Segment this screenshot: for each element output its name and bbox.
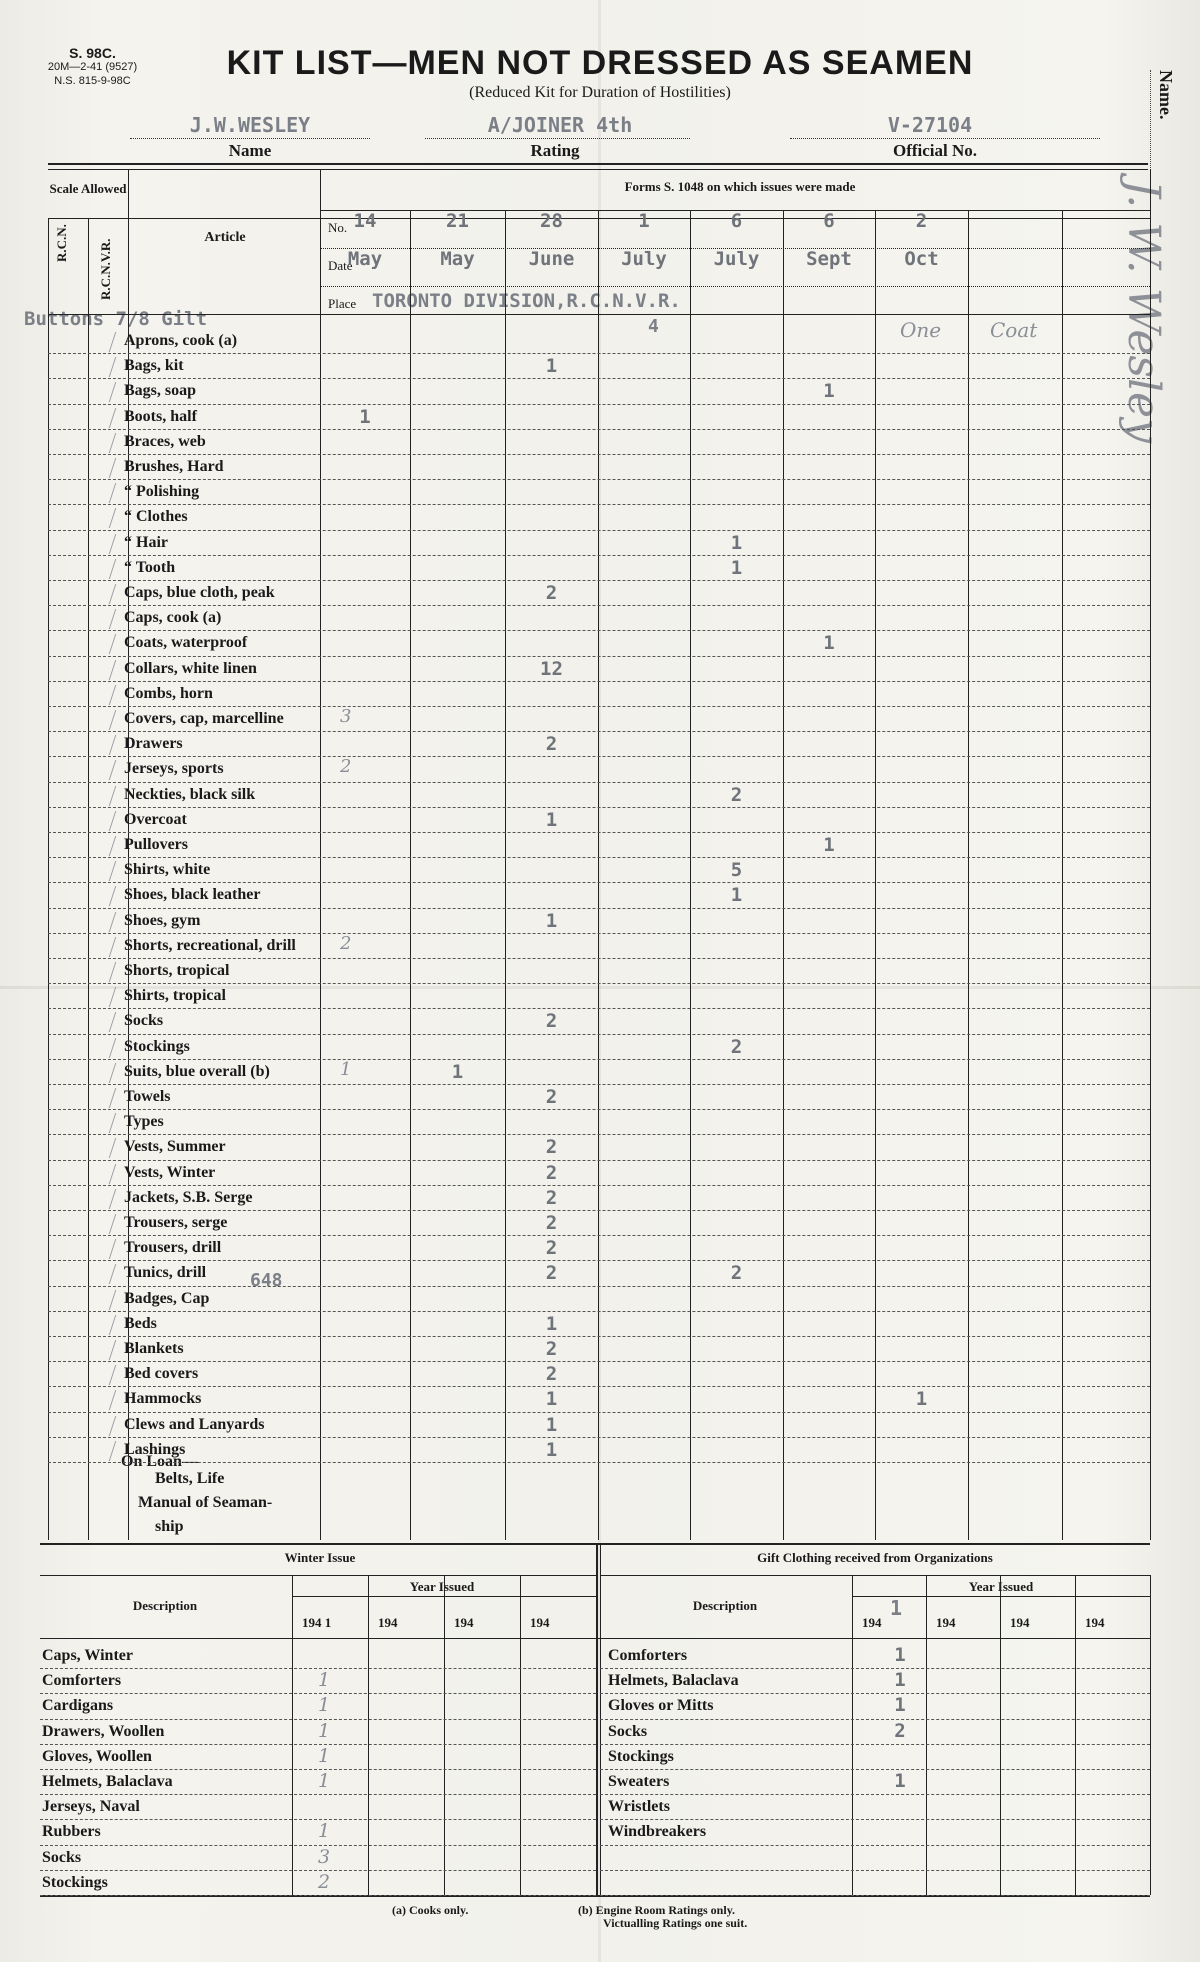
rule bbox=[1000, 1575, 1001, 1895]
row-rule bbox=[48, 1059, 1150, 1060]
winter-count: 1 bbox=[318, 1719, 331, 1742]
rule bbox=[48, 163, 1148, 165]
rule bbox=[1062, 210, 1063, 1540]
winter-item: Helmets, Balaclava bbox=[42, 1773, 173, 1790]
issue-quantity: 5 bbox=[730, 859, 743, 882]
issue-quantity: 2 bbox=[545, 1237, 558, 1260]
oct-note: Coat bbox=[990, 318, 1038, 342]
footnote-b: (b) Engine Room Ratings only. bbox=[578, 1903, 736, 1917]
no-label: No. bbox=[328, 220, 348, 235]
rule bbox=[40, 1575, 596, 1576]
issue-quantity: 1 bbox=[730, 884, 743, 907]
row-rule bbox=[600, 1895, 1150, 1896]
official-no-value: V-27104 bbox=[887, 113, 973, 137]
winter-count: 1 bbox=[318, 1669, 331, 1692]
issue-quantity: 1 bbox=[823, 834, 835, 856]
row-rule bbox=[48, 731, 1150, 732]
winter-count: 1 bbox=[318, 1770, 331, 1792]
article-label: Bags, soap bbox=[124, 382, 197, 400]
winter-count: 1 bbox=[318, 1744, 331, 1767]
rule bbox=[88, 218, 89, 1540]
winter-desc-header: Description bbox=[132, 1598, 198, 1613]
winter-item: Gloves, Woollen bbox=[42, 1747, 152, 1765]
rule bbox=[690, 210, 691, 1540]
article-label: Coats, waterproof bbox=[124, 634, 248, 652]
article-label: Aprons, cook (a) bbox=[124, 332, 238, 349]
gift-item: Stockings bbox=[608, 1747, 674, 1765]
row-rule bbox=[48, 807, 1150, 808]
article-label: Covers, cap, marcelline bbox=[124, 710, 284, 727]
name-line bbox=[130, 138, 370, 139]
issue-quantity: 1 bbox=[730, 531, 743, 554]
issue-number: 28 bbox=[540, 210, 563, 232]
issue-quantity: 2 bbox=[730, 1035, 743, 1058]
row-rule bbox=[48, 454, 1150, 455]
row-rule bbox=[48, 1286, 1150, 1287]
issue-date: July bbox=[621, 248, 667, 270]
issue-date: Sept bbox=[806, 248, 852, 270]
row-rule bbox=[48, 530, 1150, 531]
side-name-signature: J. W. Wesley bbox=[1118, 180, 1169, 443]
article-label: Overcoat bbox=[124, 810, 187, 828]
rating-value: A/JOINER 4th bbox=[487, 113, 633, 137]
gift-item: Helmets, Balaclava bbox=[608, 1672, 739, 1690]
gift-title: Gift Clothing received from Organizations bbox=[757, 1550, 993, 1565]
issue-quantity: 2 bbox=[545, 1086, 558, 1108]
issue-quantity: 1 bbox=[545, 909, 558, 932]
row-rule bbox=[48, 1412, 1150, 1413]
issue-quantity: 2 bbox=[545, 1363, 558, 1386]
rating-line bbox=[425, 138, 690, 139]
article-label: Shoes, gym bbox=[124, 911, 201, 929]
issue-quantity: 1 bbox=[545, 808, 558, 831]
issue-date: May bbox=[440, 248, 475, 270]
issue-number: 2 bbox=[915, 210, 928, 232]
winter-year-header: Year Issued bbox=[409, 1579, 475, 1594]
article-label: Hammocks bbox=[124, 1390, 202, 1408]
gift-item: Wristlets bbox=[608, 1798, 670, 1816]
article-label: Collars, white linen bbox=[124, 659, 257, 677]
row-rule bbox=[48, 1361, 1150, 1362]
row-rule bbox=[48, 706, 1150, 707]
row-rule bbox=[48, 1008, 1150, 1009]
gift-item: Gloves or Mitts bbox=[608, 1697, 714, 1715]
row-rule bbox=[48, 605, 1150, 606]
form-code-block bbox=[40, 46, 145, 88]
gift-item: Comforters bbox=[608, 1647, 688, 1664]
gift-item: Sweaters bbox=[608, 1773, 670, 1790]
row-rule bbox=[48, 958, 1150, 959]
oct-note: One bbox=[900, 318, 942, 342]
footnote-a: (a) Cooks only. bbox=[392, 1903, 469, 1917]
issue-quantity: 2 bbox=[545, 1010, 558, 1033]
article-label: Socks bbox=[124, 1012, 164, 1030]
print-line: N.S. 815-9-98C bbox=[54, 75, 131, 87]
gift-item: Windbreakers bbox=[608, 1823, 707, 1841]
article-label: Vests, Winter bbox=[124, 1163, 216, 1181]
row-rule bbox=[48, 1311, 1150, 1312]
row-rule bbox=[48, 1336, 1150, 1337]
row-rule bbox=[48, 1260, 1150, 1261]
official-no-label: Official No. bbox=[892, 141, 978, 160]
issue-number: 6 bbox=[823, 210, 835, 232]
date-label: Date bbox=[328, 258, 353, 273]
rule bbox=[852, 1575, 853, 1895]
article-label: Blankets bbox=[124, 1340, 184, 1357]
row-rule bbox=[48, 1437, 1150, 1438]
row-rule bbox=[48, 479, 1150, 480]
article-label: Boots, half bbox=[124, 407, 197, 425]
gift-count: 2 bbox=[894, 1719, 906, 1742]
row-rule bbox=[48, 1210, 1150, 1211]
rule bbox=[926, 1575, 927, 1895]
article-label: “ Polishing bbox=[124, 483, 200, 501]
article-header: Article bbox=[204, 230, 246, 245]
year-label: 194 bbox=[454, 1615, 474, 1630]
issue-quantity: 1 bbox=[545, 355, 558, 378]
margin-typed-note: Buttons 7/8 Gilt bbox=[24, 308, 208, 330]
rule bbox=[40, 1638, 1150, 1639]
row-rule bbox=[600, 1819, 1150, 1820]
rule bbox=[444, 1575, 445, 1895]
rule bbox=[598, 210, 599, 1540]
issue-number: 21 bbox=[446, 210, 469, 232]
issue-quantity: 1 bbox=[545, 1388, 558, 1411]
rcn-header: R.C.N. bbox=[54, 224, 69, 262]
winter-item: Stockings bbox=[42, 1873, 108, 1891]
article-label: Clews and Lanyards bbox=[124, 1415, 265, 1433]
article-label: Trousers, drill bbox=[124, 1239, 222, 1257]
row-rule bbox=[48, 504, 1150, 505]
row-rule bbox=[48, 1462, 1150, 1463]
row-rule bbox=[48, 656, 1150, 657]
article-label: Vests, Summer bbox=[124, 1138, 226, 1156]
article-label: Stockings bbox=[124, 1037, 190, 1055]
rule bbox=[600, 1575, 1150, 1576]
gift-item: Socks bbox=[608, 1722, 648, 1740]
year-label: 194 bbox=[862, 1615, 882, 1630]
rule bbox=[48, 314, 1150, 315]
margin-typed-qty: 4 bbox=[648, 316, 659, 337]
official-no-line bbox=[790, 138, 1100, 139]
issue-quantity: 1 bbox=[915, 1388, 928, 1411]
row-rule bbox=[48, 681, 1150, 682]
rule bbox=[596, 1575, 597, 1895]
place-label: Place bbox=[328, 296, 357, 311]
rule bbox=[505, 210, 506, 1540]
issue-quantity: 2 bbox=[545, 582, 558, 604]
article-label: Combs, horn bbox=[124, 684, 213, 702]
on-loan-manual: ship bbox=[155, 1518, 184, 1535]
form-code: S. 98C. bbox=[69, 45, 116, 61]
row-rule bbox=[600, 1794, 1150, 1795]
name-value: J.W.WESLEY bbox=[189, 113, 311, 137]
page-title: KIT LIST—MEN NOT DRESSED AS SEAMEN bbox=[226, 44, 974, 82]
article-label: “ Tooth bbox=[124, 558, 176, 576]
rule bbox=[1150, 1575, 1151, 1895]
gift-year-header: Year Issued bbox=[968, 1579, 1034, 1594]
rule bbox=[40, 1543, 1150, 1545]
article-label: Neckties, black silk bbox=[124, 785, 256, 803]
winter-item: Jerseys, Naval bbox=[42, 1798, 140, 1816]
side-name-label: Name. bbox=[1156, 70, 1176, 120]
row-rule bbox=[600, 1668, 1150, 1669]
handwritten-quantity: 2 bbox=[340, 932, 352, 954]
row-rule bbox=[48, 404, 1150, 405]
row-rule bbox=[48, 429, 1150, 430]
issue-quantity: 1 bbox=[359, 405, 371, 428]
rule bbox=[520, 1575, 521, 1895]
row-rule bbox=[48, 630, 1150, 631]
on-loan-belts: Belts, Life bbox=[155, 1470, 225, 1487]
issue-quantity: 1 bbox=[823, 380, 835, 403]
issue-date: Oct bbox=[904, 248, 939, 270]
article-label: Tunics, drill bbox=[124, 1264, 207, 1282]
article-label: Braces, web bbox=[124, 432, 206, 450]
winter-count: 2 bbox=[318, 1870, 331, 1893]
article-label: Shirts, tropical bbox=[124, 987, 226, 1005]
issue-number: 14 bbox=[353, 210, 377, 232]
issue-quantity: 1 bbox=[545, 1438, 558, 1461]
row-rule bbox=[40, 1895, 596, 1896]
row-rule bbox=[48, 1235, 1150, 1236]
issue-quantity: 2 bbox=[545, 733, 558, 756]
article-label: Lashings bbox=[124, 1440, 186, 1458]
rcnvr-header: R.C.N.V.R. bbox=[98, 238, 113, 300]
rule bbox=[368, 1575, 369, 1895]
row-rule bbox=[48, 353, 1150, 354]
rule bbox=[410, 210, 411, 1540]
issue-quantity: 1 bbox=[545, 1413, 558, 1436]
article-label: Suits, blue overall (b) bbox=[124, 1062, 270, 1080]
gift-count: 1 bbox=[894, 1669, 906, 1692]
year-label: 194 bbox=[530, 1615, 550, 1630]
article-label: Beds bbox=[124, 1314, 157, 1332]
winter-item: Rubbers bbox=[42, 1823, 101, 1841]
row-rule bbox=[600, 1693, 1150, 1694]
winter-item: Cardigans bbox=[42, 1697, 114, 1715]
year-label: 194 bbox=[936, 1615, 956, 1630]
place-value: TORONTO DIVISION,R.C.N.V.R. bbox=[372, 290, 681, 312]
row-rule bbox=[48, 782, 1150, 783]
article-label: “ Hair bbox=[124, 533, 168, 551]
rule bbox=[968, 210, 969, 1540]
article-label: Bed covers bbox=[124, 1365, 199, 1383]
row-rule bbox=[48, 1109, 1150, 1110]
year-label: 194 1 bbox=[302, 1615, 332, 1630]
margin-typed-qty: 648 bbox=[250, 1270, 283, 1291]
row-rule bbox=[48, 1134, 1150, 1135]
article-label: Jackets, S.B. Serge bbox=[124, 1188, 253, 1206]
year-label: 194 bbox=[1085, 1615, 1105, 1630]
article-label: Trousers, serge bbox=[124, 1214, 228, 1231]
rule bbox=[48, 169, 1148, 170]
issue-number: 1 bbox=[638, 210, 650, 232]
row-rule bbox=[48, 933, 1150, 934]
footnote-b: Victualling Ratings one suit. bbox=[603, 1916, 748, 1930]
row-rule bbox=[48, 1185, 1150, 1186]
year-label: 194 bbox=[1010, 1615, 1030, 1630]
winter-item: Comforters bbox=[42, 1672, 122, 1690]
winter-count: 1 bbox=[318, 1820, 331, 1843]
issue-quantity: 1 bbox=[730, 556, 743, 579]
scale-allowed-header: Scale Allowed bbox=[49, 181, 127, 196]
article-label: Brushes, Hard bbox=[124, 458, 224, 475]
issue-date: July bbox=[713, 248, 760, 270]
winter-count: 3 bbox=[318, 1845, 331, 1868]
rule bbox=[875, 210, 876, 1540]
issue-quantity: 2 bbox=[545, 1262, 558, 1285]
row-rule bbox=[48, 1160, 1150, 1161]
issue-quantity: 2 bbox=[545, 1136, 558, 1159]
issue-number: 6 bbox=[730, 210, 743, 232]
on-loan-label: On Loan— bbox=[121, 1453, 198, 1470]
issue-quantity: 2 bbox=[730, 1262, 743, 1285]
row-rule bbox=[40, 1794, 596, 1795]
issue-date: June bbox=[528, 248, 575, 270]
rule bbox=[1075, 1575, 1076, 1895]
article-label: Caps, blue cloth, peak bbox=[124, 584, 275, 601]
name-label: Name bbox=[228, 141, 272, 160]
issue-quantity: 1 bbox=[545, 1312, 558, 1335]
issue-quantity: 1 bbox=[451, 1060, 464, 1083]
row-rule bbox=[48, 378, 1150, 379]
issue-quantity: 2 bbox=[545, 1186, 558, 1209]
article-label: Towels bbox=[124, 1088, 171, 1105]
row-rule bbox=[600, 1870, 1150, 1871]
forms-header: Forms S. 1048 on which issues were made bbox=[624, 179, 856, 194]
row-rule bbox=[48, 756, 1150, 757]
winter-item: Drawers, Woollen bbox=[42, 1722, 165, 1740]
row-rule bbox=[48, 1386, 1150, 1387]
gift-count: 1 bbox=[894, 1770, 906, 1792]
gift-year-typed: 1 bbox=[890, 1596, 903, 1620]
winter-item: Socks bbox=[42, 1848, 82, 1866]
article-label: Shorts, recreational, drill bbox=[124, 936, 296, 954]
winter-item: Caps, Winter bbox=[42, 1647, 133, 1664]
row-rule bbox=[48, 1034, 1150, 1035]
issue-quantity: 2 bbox=[730, 783, 743, 806]
article-label: Drawers bbox=[124, 735, 183, 753]
article-label: Types bbox=[124, 1113, 164, 1131]
gift-count: 1 bbox=[894, 1694, 906, 1717]
page-subtitle: (Reduced Kit for Duration of Hostilities) bbox=[469, 84, 731, 101]
handwritten-quantity: 2 bbox=[340, 756, 352, 778]
gift-count: 1 bbox=[894, 1644, 906, 1666]
rule bbox=[292, 1575, 293, 1895]
article-label: “ Clothes bbox=[124, 508, 188, 526]
year-label: 194 bbox=[378, 1615, 398, 1630]
row-rule bbox=[600, 1744, 1150, 1745]
rule bbox=[783, 210, 784, 1540]
gift-desc-header: Description bbox=[692, 1598, 758, 1613]
print-line: 20M—2-41 (9527) bbox=[47, 61, 138, 73]
issue-quantity: 1 bbox=[823, 632, 835, 655]
row-rule bbox=[48, 882, 1150, 883]
row-rule bbox=[48, 832, 1150, 833]
winter-count: 1 bbox=[318, 1694, 331, 1717]
row-rule bbox=[48, 1084, 1150, 1085]
article-label: Pullovers bbox=[124, 836, 188, 853]
article-label: Caps, cook (a) bbox=[124, 609, 222, 627]
row-rule bbox=[48, 908, 1150, 909]
row-rule bbox=[48, 580, 1150, 581]
row-rule bbox=[48, 857, 1150, 858]
issue-quantity: 2 bbox=[545, 1212, 558, 1234]
handwritten-quantity: 1 bbox=[340, 1058, 352, 1080]
issue-date: May bbox=[347, 248, 383, 270]
article-label: Jerseys, sports bbox=[124, 760, 224, 778]
row-rule bbox=[48, 983, 1150, 984]
article-label: Shoes, black leather bbox=[124, 886, 261, 904]
article-label: Shorts, tropical bbox=[124, 962, 230, 979]
issue-quantity: 2 bbox=[545, 1338, 558, 1360]
rating-label: Rating bbox=[530, 141, 580, 160]
rule bbox=[320, 286, 1150, 287]
article-label: Shirts, white bbox=[124, 861, 211, 879]
row-rule bbox=[600, 1845, 1150, 1846]
article-label: Badges, Cap bbox=[124, 1289, 210, 1307]
handwritten-quantity: 3 bbox=[340, 706, 352, 727]
rule bbox=[852, 1596, 1150, 1597]
rule bbox=[48, 218, 49, 1540]
rule bbox=[1150, 169, 1151, 1540]
rule bbox=[320, 169, 321, 1540]
winter-title: Winter Issue bbox=[284, 1550, 356, 1565]
issue-quantity: 2 bbox=[545, 1161, 558, 1184]
issue-quantity: 12 bbox=[540, 657, 563, 680]
row-rule bbox=[600, 1719, 1150, 1720]
row-rule bbox=[600, 1769, 1150, 1770]
rule bbox=[48, 218, 1150, 219]
on-loan-manual: Manual of Seaman- bbox=[138, 1494, 273, 1511]
article-label: Bags, kit bbox=[124, 357, 184, 375]
row-rule bbox=[48, 555, 1150, 556]
